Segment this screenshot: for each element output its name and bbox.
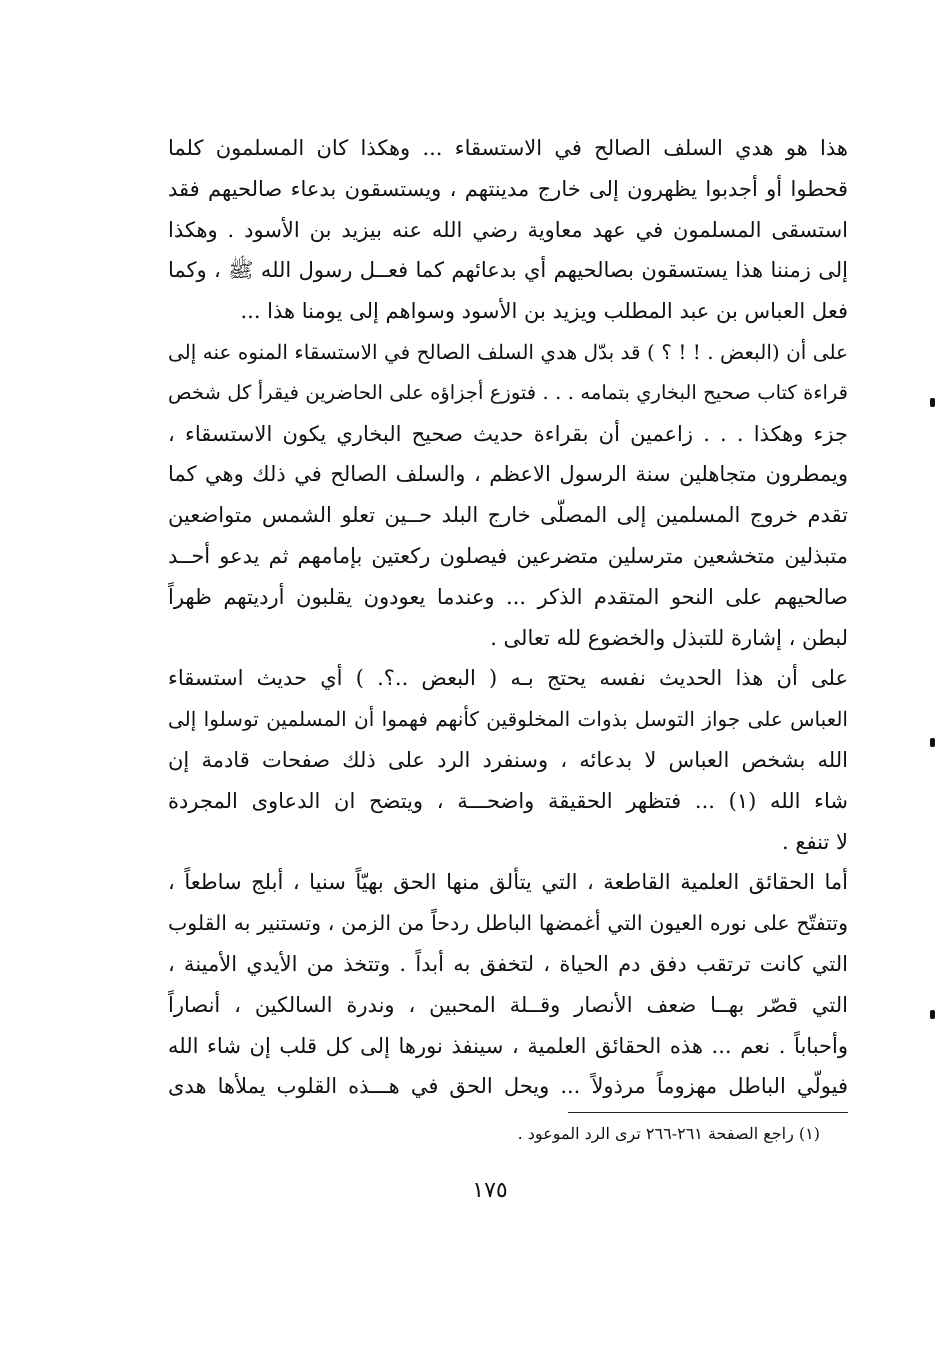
text-line: الله بشخص العباس لا بدعائه ، وسنفرد الرد على ذلك صفحات قادمة إن bbox=[168, 747, 848, 772]
footnote: (١) راجع الصفحة ٢٦١-٢٦٦ ترى الرد الموعود . bbox=[517, 1124, 820, 1143]
text-line: فعل العباس بن عبد المطلب ويزيد بن الأسود وسواهم إلى يومنا هذا ... bbox=[240, 299, 848, 324]
text-line: وأحباباً . نعم ... هذه الحقائق العلمية ، سينفذ نورها إلى كل قلب إن شاء الله bbox=[168, 1033, 848, 1058]
margin-mark bbox=[930, 738, 935, 747]
text-line: العباس على جواز التوسل بذوات المخلوقين كأنهم فهموا أن المسلمين توسلوا إلى bbox=[168, 707, 848, 732]
text-line: ويمطرون متجاهلين سنة الرسول الاعظم ، والسلف الصالح في ذلك وهي كما bbox=[168, 462, 848, 487]
text-line: متبذلين متخشعين مترسلين متضرعين فيصلون ركعتين بإمامهم ثم يدعو أحــد bbox=[168, 543, 848, 568]
text-line: جزء وهكذا . . . زاعمين أن بقراءة حديث صحيح البخاري يكون الاستسقاء ، bbox=[168, 421, 848, 446]
margin-mark bbox=[930, 398, 935, 407]
text-line: على أن هذا الحديث نفسه يحتج بـه ( البعض ..؟. ) أي حديث استسقاء bbox=[168, 666, 848, 691]
page-number: ١٧٥ bbox=[472, 1178, 508, 1203]
text-line: إلى زمننا هذا يستسقون بصالحيهم أي بدعائهم كما فعــل رسول الله ﷺ ، وكما bbox=[168, 258, 848, 283]
text-line: استسقى المسلمون في عهد معاوية رضي الله عنه بيزيد بن الأسود . وهكذا bbox=[168, 217, 848, 242]
text-line: قحطوا أو أجدبوا يظهرون إلى خارج مدينتهم ، ويستسقون بدعاء صالحيهم فقد bbox=[168, 176, 848, 201]
text-line: التي قصّر بهــا ضعف الأنصار وقــلة المحبين ، وندرة السالكين ، أنصاراً bbox=[168, 992, 848, 1017]
text-line: أما الحقائق العلمية القاطعة ، التي يتألق منها الحق بهيّاً سنيا ، أبلج ساطعاً ، bbox=[168, 870, 848, 895]
text-line: لبطن ، إشارة للتبذل والخضوع لله تعالى . bbox=[490, 625, 848, 650]
text-line: فيولّي الباطل مهزوماً مرذولاً ... ويحل الحق في هـــذه القلوب يملأها هدى bbox=[168, 1074, 848, 1099]
text-line: قراءة كتاب صحيح البخاري بتمامه . . . فتوزع أجزاؤه على الحاضرين فيقرأ كل شخص bbox=[168, 380, 848, 404]
text-line: صالحيهم على النحو المتقدم الذكر ... وعندما يعودون يقلبون أرديتهم ظهراً bbox=[168, 584, 848, 609]
text-line: هذا هو هدي السلف الصالح في الاستسقاء ... وهكذا كان المسلمون كلما bbox=[168, 136, 848, 160]
text-line: تقدم خروج المسلمين إلى المصلّى خارج البلد حــين تعلو الشمس متواضعين bbox=[168, 503, 848, 528]
text-line: وتتفتّح على نوره العيون التي أغمضها الباطل ردحاً من الزمن ، وتستنير به القلوب bbox=[168, 911, 848, 936]
body-text bbox=[168, 128, 848, 1107]
text-line: التي كانت ترتقب دفق دم الحياة ، لتخفق به أبداً . وتتخذ من الأيدي الأمينة ، bbox=[168, 951, 848, 976]
text-line: شاء الله (١) ... فتظهر الحقيقة واضحـــة ، ويتضح ان الدعاوى المجردة bbox=[168, 788, 848, 813]
text-line: على أن (البعض . ! ! ؟ ) قد بدّل هدي السلف الصالح في الاستسقاء المنوه عنه إلى bbox=[168, 339, 848, 364]
footnote-divider bbox=[568, 1112, 848, 1113]
text-line: لا تنفع . bbox=[782, 829, 848, 854]
margin-mark bbox=[930, 1010, 935, 1019]
